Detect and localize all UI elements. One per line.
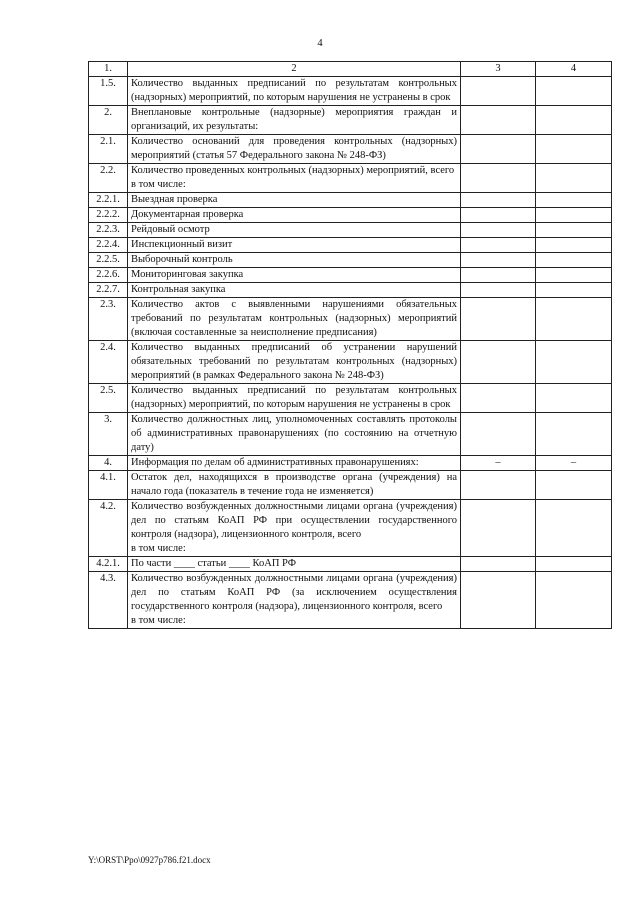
row-description: Количество выданных предписаний по результатам контрольных (надзорных) мероприятий, по которым нарушения не устранены в срок [128,384,461,413]
table-row [89,253,612,268]
row-number: 4.1. [89,471,128,500]
row-value-col-4 [536,223,612,238]
table-row [89,77,612,106]
row-number: 4.2. [89,500,128,557]
row-value-col-4 [536,253,612,268]
report-table [88,61,612,629]
page-number: 4 [317,38,323,49]
row-value-col-3 [461,341,536,384]
table-row [89,223,612,238]
row-value-col-3 [461,298,536,341]
row-value-col-4 [536,238,612,253]
row-value-col-3 [461,413,536,456]
row-description: Количество выданных предписаний об устранении нарушений обязательных требований по результатам контрольных (надзорных) мероприятий (в рамках Федерального закона № 248-ФЗ) [128,341,461,384]
row-description: Контрольная закупка [128,283,461,298]
row-number: 2.2.5. [89,253,128,268]
row-value-col-3 [461,223,536,238]
table-row [89,500,612,557]
row-value-col-3 [461,572,536,629]
row-number: 4.3. [89,572,128,629]
table-row [89,283,612,298]
row-value-col-4 [536,341,612,384]
row-number: 2.2.2. [89,208,128,223]
row-description: Количество оснований для проведения контрольных (надзорных) мероприятий (статья 57 Федерального закона № 248-ФЗ) [128,135,461,164]
row-number: 2.2.6. [89,268,128,283]
row-description: По части ____ статьи ____ КоАП РФ [128,557,461,572]
row-value-col-3 [461,471,536,500]
row-value-col-3: – [461,456,536,471]
row-description: Мониторинговая закупка [128,268,461,283]
row-number: 1.5. [89,77,128,106]
row-description: Инспекционный визит [128,238,461,253]
row-value-col-4 [536,135,612,164]
table-row [89,413,612,456]
row-value-col-3 [461,77,536,106]
row-description: Остаток дел, находящихся в производстве органа (учреждения) на начало года (показатель в течение года не изменяется) [128,471,461,500]
row-description: Внеплановые контрольные (надзорные) мероприятия граждан и организаций, их результаты: [128,106,461,135]
table-row [89,208,612,223]
row-number: 2.4. [89,341,128,384]
row-value-col-3 [461,384,536,413]
row-description: Информация по делам об административных правонарушениях: [128,456,461,471]
row-value-col-4 [536,500,612,557]
row-number: 2. [89,106,128,135]
row-value-col-4 [536,268,612,283]
row-number: 4. [89,456,128,471]
row-description: Количество должностных лиц, уполномоченных составлять протоколы об административных правонарушениях (по состоянию на отчетную дату) [128,413,461,456]
row-number: 2.3. [89,298,128,341]
row-number: 2.2.3. [89,223,128,238]
row-value-col-4 [536,208,612,223]
row-number: 2.1. [89,135,128,164]
row-value-col-4 [536,298,612,341]
header-col-1: 1. [89,62,128,77]
row-description: Количество актов с выявленными нарушениями обязательных требований по результатам контрольных (надзорных) мероприятий (включая составленные за неисполнение предписания) [128,298,461,341]
table-row [89,238,612,253]
table-row [89,384,612,413]
row-value-col-3 [461,500,536,557]
row-value-col-4 [536,557,612,572]
row-value-col-3 [461,283,536,298]
row-value-col-4 [536,164,612,193]
row-number: 2.2. [89,164,128,193]
row-description: Количество возбужденных должностными лицами органа (учреждения) дел по статьям КоАП РФ при осуществлении государственного контроля (надзора), лицензионного контроля, всего в том числе: [128,500,461,557]
row-number: 3. [89,413,128,456]
row-value-col-4 [536,193,612,208]
row-value-col-4: – [536,456,612,471]
table-row [89,572,612,629]
row-value-col-4 [536,283,612,298]
table-row [89,106,612,135]
row-value-col-3 [461,268,536,283]
table-row [89,557,612,572]
row-value-col-4 [536,572,612,629]
row-value-col-3 [461,193,536,208]
row-value-col-4 [536,471,612,500]
row-value-col-4 [536,413,612,456]
row-value-col-3 [461,238,536,253]
table-row [89,135,612,164]
file-path-footer: Y:\ORST\Ppo\0927p786.f21.docx [88,855,211,865]
row-description: Документарная проверка [128,208,461,223]
table-row [89,341,612,384]
row-value-col-3 [461,253,536,268]
table-row [89,471,612,500]
table-row [89,456,612,471]
table-header-row [89,62,612,77]
header-col-3: 3 [461,62,536,77]
row-value-col-3 [461,557,536,572]
row-number: 2.2.4. [89,238,128,253]
row-description: Выездная проверка [128,193,461,208]
row-number: 2.2.1. [89,193,128,208]
row-value-col-4 [536,77,612,106]
table-row [89,164,612,193]
table-row [89,268,612,283]
table-row [89,193,612,208]
row-number: 2.2.7. [89,283,128,298]
header-col-4: 4 [536,62,612,77]
row-description: Количество выданных предписаний по результатам контрольных (надзорных) мероприятий, по которым нарушения не устранены в срок [128,77,461,106]
table-row [89,298,612,341]
row-description: Выборочный контроль [128,253,461,268]
row-number: 4.2.1. [89,557,128,572]
row-description: Количество возбужденных должностными лицами органа (учреждения) дел по статьям КоАП РФ (за исключением осуществления государственного контроля (надзора), лицензионного контроля, всего в том числе: [128,572,461,629]
row-value-col-3 [461,164,536,193]
header-col-2: 2 [128,62,461,77]
row-value-col-3 [461,106,536,135]
row-number: 2.5. [89,384,128,413]
row-value-col-4 [536,106,612,135]
row-value-col-4 [536,384,612,413]
row-value-col-3 [461,208,536,223]
row-description: Количество проведенных контрольных (надзорных) мероприятий, всего в том числе: [128,164,461,193]
row-value-col-3 [461,135,536,164]
row-description: Рейдовый осмотр [128,223,461,238]
